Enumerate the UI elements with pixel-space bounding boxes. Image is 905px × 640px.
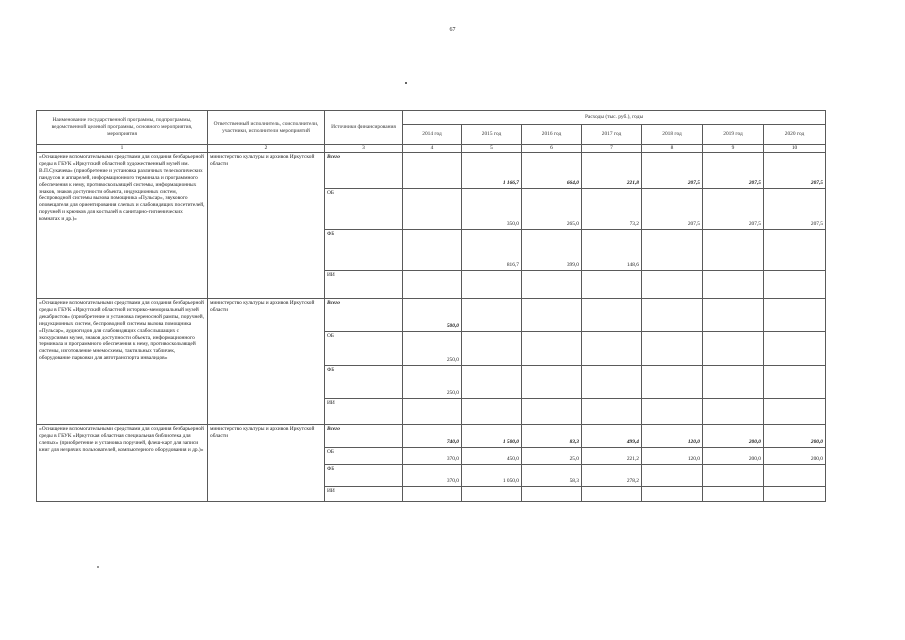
executor-cell: министерство культуры и архивов Иркутской области <box>208 425 325 502</box>
value-cell <box>703 399 764 425</box>
value-cell <box>703 271 764 299</box>
value-cell <box>403 230 462 271</box>
value-cell <box>764 465 826 487</box>
value-cell <box>403 189 462 230</box>
value-cell <box>522 299 582 332</box>
source-cell: ОБ <box>325 189 403 230</box>
value-cell <box>764 332 826 366</box>
value-cell: 207,5 <box>642 189 703 230</box>
header-executor: Ответственный исполнитель, соисполнители, участники, исполнители мероприятий <box>208 111 325 145</box>
program-cell: «Оснащение вспомогательными средствами для создания безбарьерной среды в ГБУК «Иркутский областной историко-мемориальный музей декабристов» (приобретение и установка переносной рампы, поручней, индукционных систем, беспроводной системы вызова помощника «Пульсар», аудиогидов для слабовидящих слабослышащих с экскурсиями музея, знаков доступности объекта, информационного терминала и программного обеспечения к нему, противоскользящей системы, изготовление мнемосхемы, тактильных табличек, оборудование парковки для автотранспорта инвалидов» <box>37 299 208 425</box>
header-source: Источники финансирования <box>325 111 403 145</box>
source-cell: ИИ <box>325 399 403 425</box>
executor-cell: министерство культуры и архивов Иркутской области <box>208 153 325 299</box>
value-cell: 207,5 <box>703 153 764 189</box>
value-cell <box>522 332 582 366</box>
value-cell: 1 500,0 <box>462 425 522 448</box>
source-cell: ИИ <box>325 271 403 299</box>
value-cell: 350,0 <box>462 189 522 230</box>
header-year: 2014 год <box>403 125 462 145</box>
value-cell <box>462 299 522 332</box>
value-cell: 450,0 <box>462 448 522 465</box>
value-cell: 148,6 <box>582 230 642 271</box>
value-cell <box>764 299 826 332</box>
source-cell: ФБ <box>325 366 403 399</box>
value-cell <box>642 487 703 502</box>
value-cell <box>522 271 582 299</box>
value-cell <box>522 487 582 502</box>
column-number: 1 <box>37 145 208 153</box>
value-cell: 250,0 <box>403 332 462 366</box>
value-cell <box>703 299 764 332</box>
value-cell <box>642 332 703 366</box>
value-cell: 207,5 <box>703 189 764 230</box>
header-expenses: Расходы (тыс. руб.), годы <box>403 111 826 125</box>
value-cell <box>764 399 826 425</box>
value-cell: 500,0 <box>403 299 462 332</box>
value-cell <box>642 299 703 332</box>
value-cell: 200,0 <box>703 448 764 465</box>
value-cell: 740,0 <box>403 425 462 448</box>
value-cell <box>703 366 764 399</box>
value-cell: 207,5 <box>764 189 826 230</box>
value-cell: 1 166,7 <box>462 153 522 189</box>
value-cell <box>642 399 703 425</box>
value-cell: 221,8 <box>582 153 642 189</box>
header-year: 2019 год <box>703 125 764 145</box>
column-number: 10 <box>764 145 826 153</box>
value-cell <box>642 465 703 487</box>
value-cell <box>462 271 522 299</box>
column-number: 5 <box>462 145 522 153</box>
value-cell <box>582 271 642 299</box>
scan-speck <box>405 82 407 84</box>
source-cell: ОБ <box>325 448 403 465</box>
header-year: 2016 год <box>522 125 582 145</box>
column-number: 7 <box>582 145 642 153</box>
value-cell: 250,0 <box>403 366 462 399</box>
column-number: 8 <box>642 145 703 153</box>
table-row <box>37 299 826 332</box>
executor-cell: министерство культуры и архивов Иркутской области <box>208 299 325 425</box>
source-cell: ФБ <box>325 230 403 271</box>
program-cell: «Оснащение вспомогательными средствами для создания безбарьерной среды в ГБУК «Иркутский областной художественный музей им. В.П.Сукачева» (приобретение и установка различных телескопических пандусов и аппарелей, информационного терминала и программного обеспечения к нему, противоскользящей системы, информационных знаков, знаков доступности объекта, индукционных систем, беспроводной системы вызова помощника «Пульсар», звукового оповещателя для ориентирования слепых и слабовидящих посетителей, поручней и крючков для костылей в санитарно-гигиенических комнатах и др.)» <box>37 153 208 299</box>
source-cell: Всего <box>325 299 403 332</box>
value-cell <box>462 366 522 399</box>
column-number: 9 <box>703 145 764 153</box>
header-year: 2020 год <box>764 125 826 145</box>
value-cell <box>522 399 582 425</box>
value-cell <box>764 366 826 399</box>
table-row <box>37 153 826 189</box>
value-cell <box>764 230 826 271</box>
value-cell <box>462 487 522 502</box>
scan-speck <box>97 566 99 568</box>
header-year: 2017 год <box>582 125 642 145</box>
column-number: 6 <box>522 145 582 153</box>
program-cell: «Оснащение вспомогательными средствами для создания безбарьерной среды в ГБУК «Иркутская областная специальная библиотека для слепых» (приобретение и установка поручней, флеш-карт для записи книг для незрячих пользователей, компьютерного оборудования и др.)» <box>37 425 208 502</box>
source-cell: ОБ <box>325 332 403 366</box>
value-cell: 120,0 <box>642 448 703 465</box>
table-body <box>37 111 826 502</box>
column-number: 4 <box>403 145 462 153</box>
value-cell <box>703 487 764 502</box>
value-cell <box>582 332 642 366</box>
value-cell: 370,0 <box>403 448 462 465</box>
value-cell: 370,0 <box>403 465 462 487</box>
value-cell <box>582 399 642 425</box>
column-number-row <box>37 145 826 153</box>
value-cell: 221,2 <box>582 448 642 465</box>
value-cell <box>582 299 642 332</box>
value-cell: 207,5 <box>642 153 703 189</box>
value-cell: 200,0 <box>703 425 764 448</box>
value-cell <box>703 332 764 366</box>
value-cell: 73,2 <box>582 189 642 230</box>
value-cell: 25,0 <box>522 448 582 465</box>
header-row <box>37 111 826 125</box>
column-number: 2 <box>208 145 325 153</box>
table-row <box>37 425 826 448</box>
value-cell: 120,0 <box>642 425 703 448</box>
source-cell: Всего <box>325 425 403 448</box>
page-number: 67 <box>449 27 456 33</box>
value-cell: 816,7 <box>462 230 522 271</box>
header-year: 2018 год <box>642 125 703 145</box>
value-cell <box>642 366 703 399</box>
value-cell <box>764 271 826 299</box>
value-cell: 499,4 <box>582 425 642 448</box>
header-program: Наименование государственной программы, подпрограммы, ведомственной целевой программы, основного мероприятия, мероприятия <box>37 111 208 145</box>
budget-table <box>36 110 826 502</box>
value-cell: 664,0 <box>522 153 582 189</box>
value-cell <box>522 366 582 399</box>
value-cell <box>462 332 522 366</box>
value-cell <box>403 271 462 299</box>
value-cell <box>403 487 462 502</box>
value-cell <box>403 399 462 425</box>
value-cell: 1 050,0 <box>462 465 522 487</box>
value-cell <box>403 153 462 189</box>
value-cell: 83,3 <box>522 425 582 448</box>
value-cell: 58,3 <box>522 465 582 487</box>
source-cell: Всего <box>325 153 403 189</box>
value-cell <box>703 230 764 271</box>
source-cell: ИИ <box>325 487 403 502</box>
value-cell <box>764 487 826 502</box>
value-cell <box>582 487 642 502</box>
value-cell: 265,0 <box>522 189 582 230</box>
value-cell <box>582 366 642 399</box>
value-cell: 278,2 <box>582 465 642 487</box>
value-cell: 200,0 <box>764 425 826 448</box>
value-cell <box>642 230 703 271</box>
value-cell <box>703 465 764 487</box>
header-year: 2015 год <box>462 125 522 145</box>
value-cell <box>642 271 703 299</box>
column-number: 3 <box>325 145 403 153</box>
value-cell <box>462 399 522 425</box>
value-cell: 200,0 <box>764 448 826 465</box>
source-cell: ФБ <box>325 465 403 487</box>
value-cell: 399,0 <box>522 230 582 271</box>
value-cell: 207,5 <box>764 153 826 189</box>
